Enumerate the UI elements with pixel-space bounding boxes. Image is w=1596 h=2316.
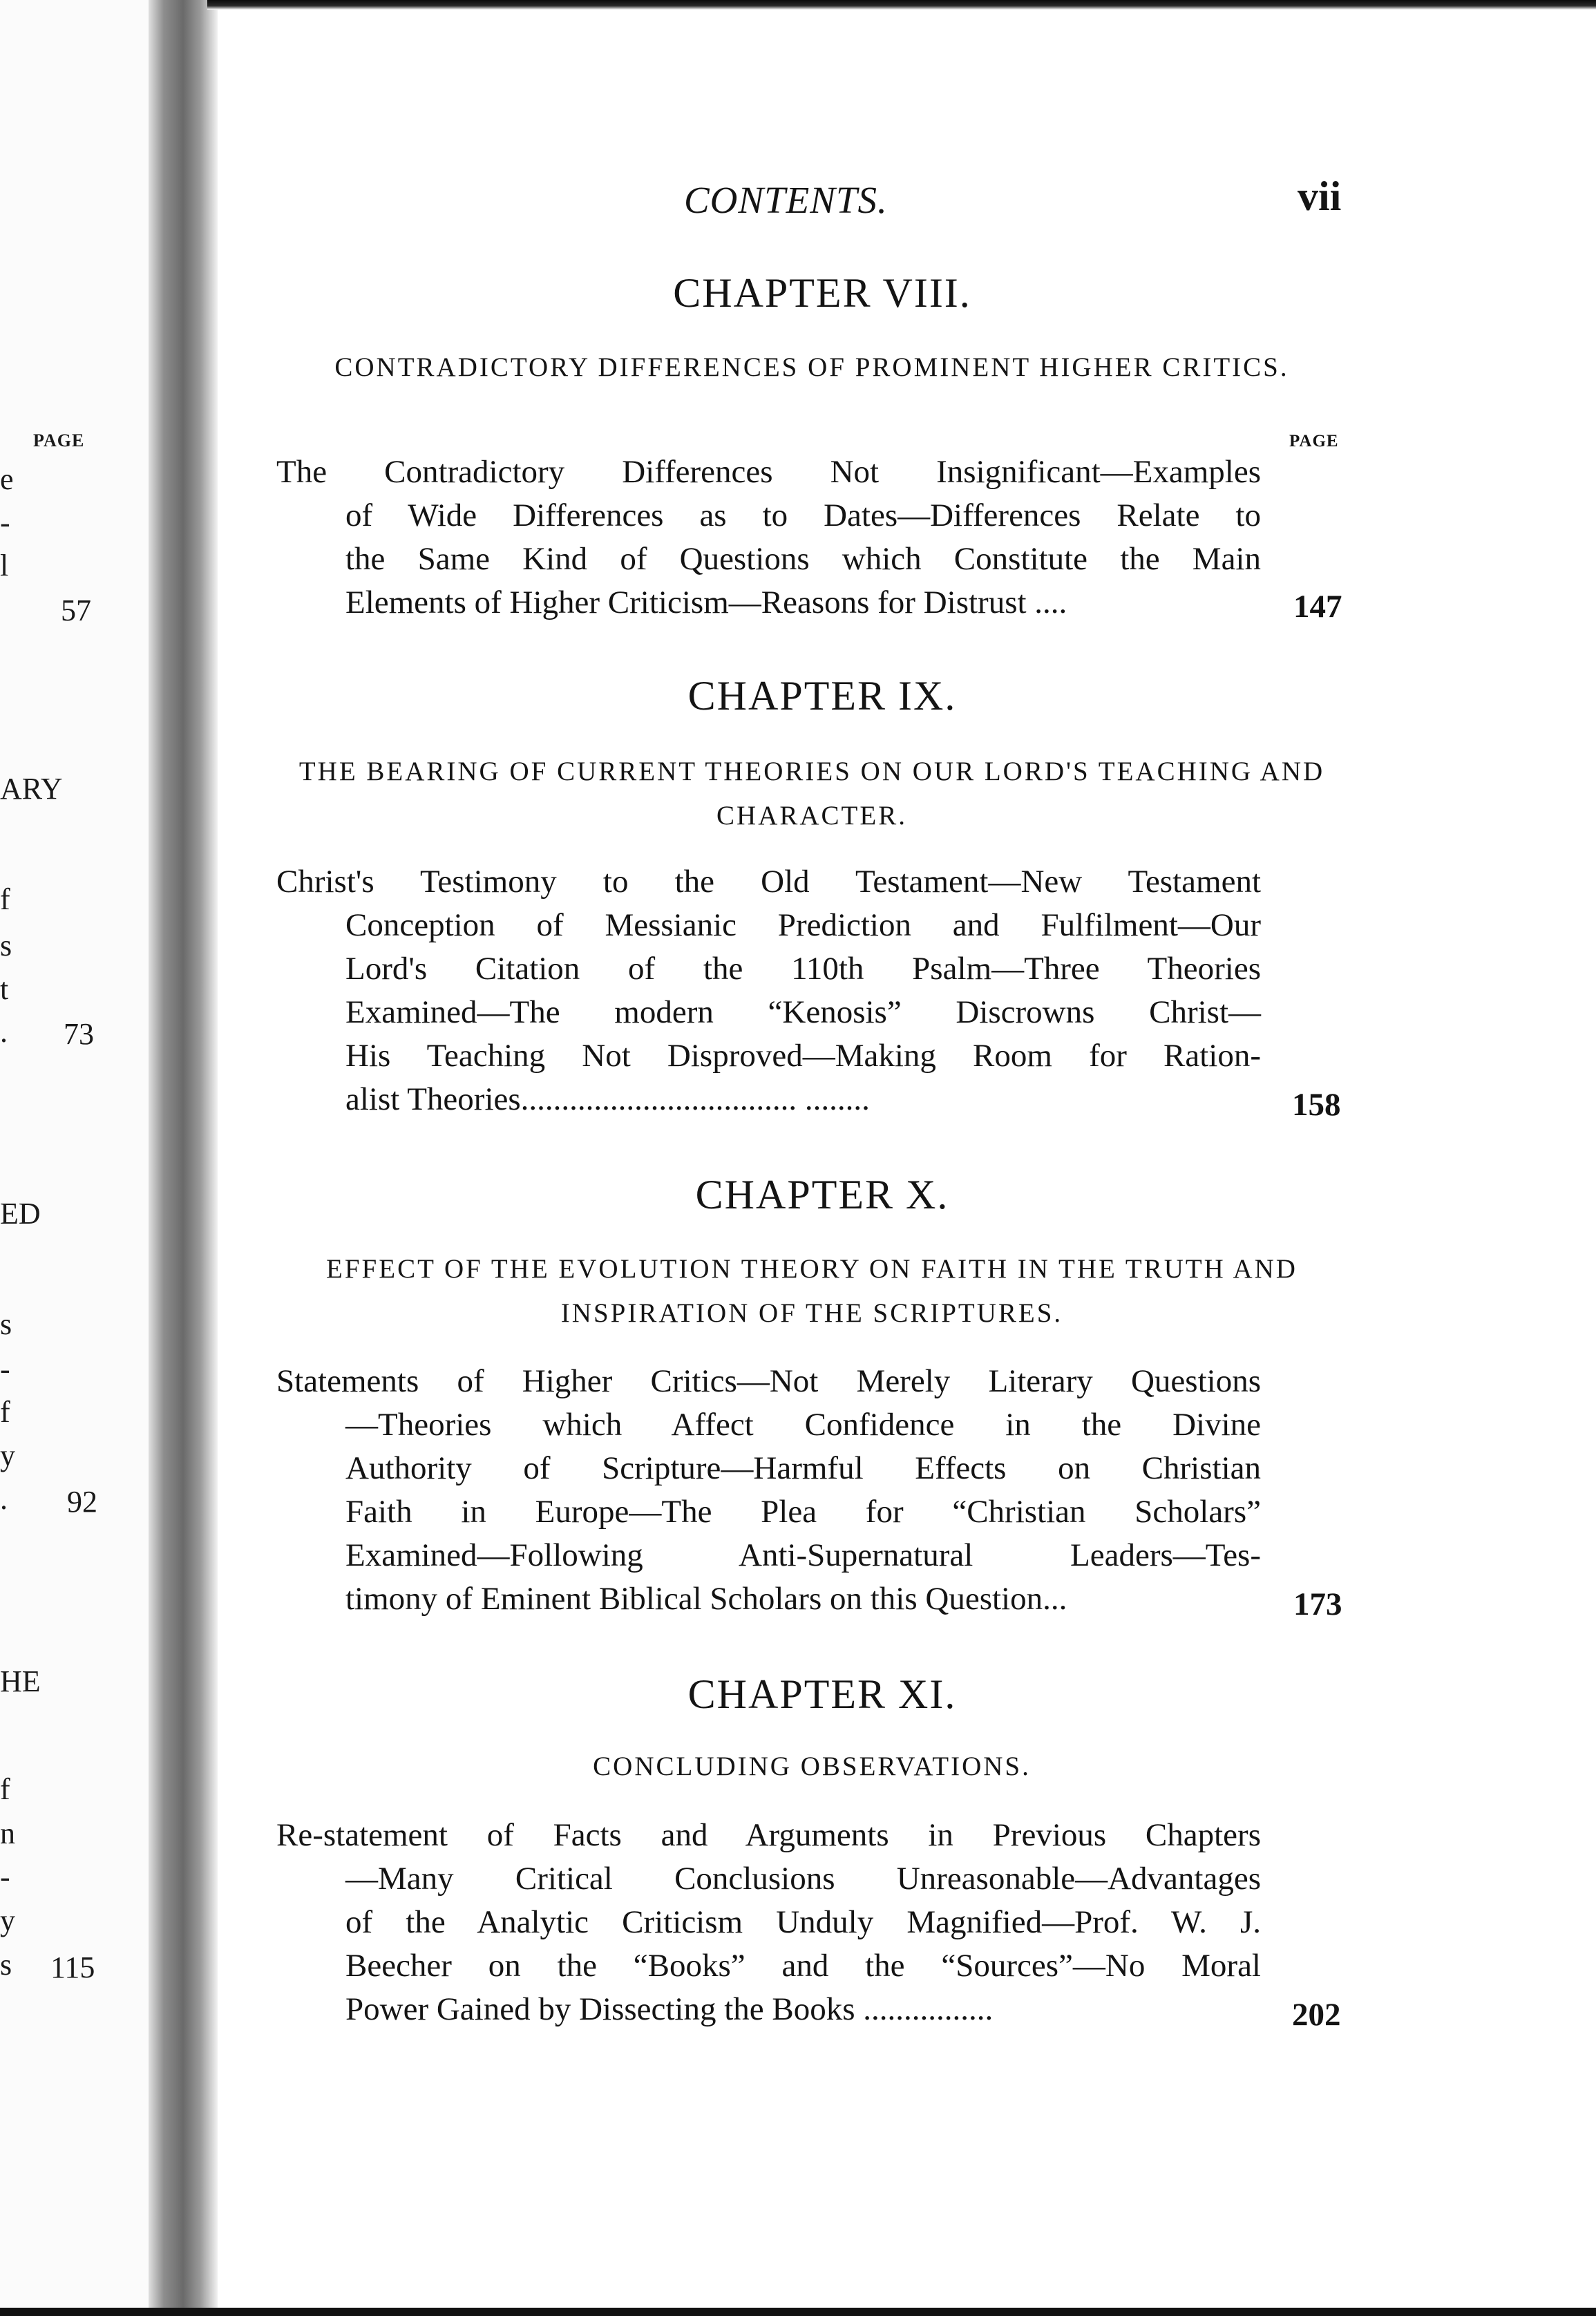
entry-line: Lord's Citation of the 110th Psalm—Three Theories — [345, 951, 1261, 987]
entry-line: The Contradictory Differences Not Insignificant—Examples — [276, 454, 1261, 490]
left-page-number: 73 — [64, 1017, 94, 1051]
chapter-subtitle: CONCLUDING OBSERVATIONS. — [593, 1752, 1031, 1781]
left-fragment: l — [0, 549, 9, 582]
running-title: CONTENTS. — [684, 179, 888, 221]
chapter-heading: CHAPTER X. — [695, 1172, 949, 1217]
entry-line: timony of Eminent Biblical Scholars on this Question... — [345, 1581, 1067, 1617]
chapter-heading: CHAPTER IX. — [687, 673, 957, 719]
page-bottom-edge — [0, 2308, 1596, 2316]
entry-line: Authority of Scripture—Harmful Effects on Christian — [345, 1450, 1261, 1486]
left-fragment: y — [0, 1439, 15, 1472]
page-column-label: PAGE — [1289, 432, 1339, 450]
entry-page-number: 158 — [1292, 1087, 1341, 1123]
left-fragment: f — [0, 1772, 10, 1806]
entry-line: Examined—Following Anti-Supernatural Leaders—Tes- — [345, 1537, 1261, 1573]
chapter-subtitle: THE BEARING OF CURRENT THEORIES ON OUR LORD'S TEACHING AND CHARACTER. — [298, 757, 1325, 830]
entry-line: His Teaching Not Disproved—Making Room for Ration- — [345, 1038, 1261, 1074]
entry-line: Power Gained by Dissecting the Books ................ — [345, 1991, 994, 2027]
left-fragment: - — [0, 506, 10, 540]
left-page-number: 57 — [61, 594, 91, 627]
entry-line: —Many Critical Conclusions Unreasonable—Advantages — [345, 1861, 1261, 1897]
entry-line: of Wide Differences as to Dates—Differences Relate to — [345, 497, 1261, 533]
page-folio: vii — [1298, 173, 1342, 219]
left-fragment: HE — [0, 1664, 41, 1698]
entry-line: Conception of Messianic Prediction and Fulfilment—Our — [345, 907, 1261, 943]
entry-line: Elements of Higher Criticism—Reasons for Distrust .... — [345, 585, 1067, 620]
page-top-edge — [207, 0, 1596, 10]
entry-line: Beecher on the “Books” and the “Sources”—No Moral — [345, 1948, 1261, 1984]
left-fragment: . — [0, 1015, 8, 1049]
chapter-heading: CHAPTER XI. — [687, 1671, 957, 1717]
entry-page-number: 173 — [1293, 1586, 1342, 1622]
chapter-subtitle: EFFECT OF THE EVOLUTION THEORY ON FAITH IN THE TRUTH AND INSPIRATION OF THE SCRIPTURES. — [326, 1254, 1298, 1328]
chapter-heading: CHAPTER VIII. — [673, 270, 971, 316]
left-fragment: e — [0, 462, 14, 496]
left-fragment: y — [0, 1904, 15, 1937]
left-fragment: s — [0, 929, 12, 962]
left-fragment: - — [0, 1352, 10, 1386]
left-fragment: f — [0, 1395, 10, 1429]
left-fragment: - — [0, 1860, 10, 1894]
left-page-number: 115 — [50, 1950, 95, 1984]
entry-line: Statements of Higher Critics—Not Merely Literary Questions — [276, 1363, 1261, 1399]
entry-page-number: 147 — [1293, 589, 1342, 625]
entry-line: of the Analytic Criticism Unduly Magnified—Prof. W. J. — [345, 1904, 1261, 1940]
left-facing-page — [0, 0, 162, 2316]
entry-line: alist Theories.................................. ........ — [345, 1081, 870, 1117]
left-fragment: t — [0, 972, 9, 1006]
entry-line: —Theories which Affect Confidence in the Divine — [345, 1407, 1261, 1443]
left-fragment: s — [0, 1948, 12, 1982]
left-fragment: n — [0, 1816, 15, 1850]
entry-line: Christ's Testimony to the Old Testament—New Testament — [276, 864, 1261, 900]
entry-line: Examined—The modern “Kenosis” Discrowns Christ— — [345, 994, 1261, 1030]
entry-line: Faith in Europe—The Plea for “Christian Scholars” — [345, 1494, 1261, 1530]
left-fragment: f — [0, 882, 10, 916]
left-fragment: ED — [0, 1197, 41, 1231]
left-page-label: PAGE — [33, 430, 85, 450]
entry-line: the Same Kind of Questions which Constitute the Main — [345, 541, 1261, 577]
chapter-subtitle: CONTRADICTORY DIFFERENCES OF PROMINENT HIGHER CRITICS. — [334, 352, 1289, 382]
entry-page-number: 202 — [1292, 1997, 1341, 2033]
left-fragment: ARY — [0, 772, 63, 806]
entry-line: Re-statement of Facts and Arguments in Previous Chapters — [276, 1817, 1261, 1853]
book-gutter-shadow — [149, 0, 218, 2316]
left-page-number: 92 — [67, 1485, 97, 1519]
left-fragment: . — [0, 1482, 8, 1516]
left-fragment: s — [0, 1307, 12, 1341]
